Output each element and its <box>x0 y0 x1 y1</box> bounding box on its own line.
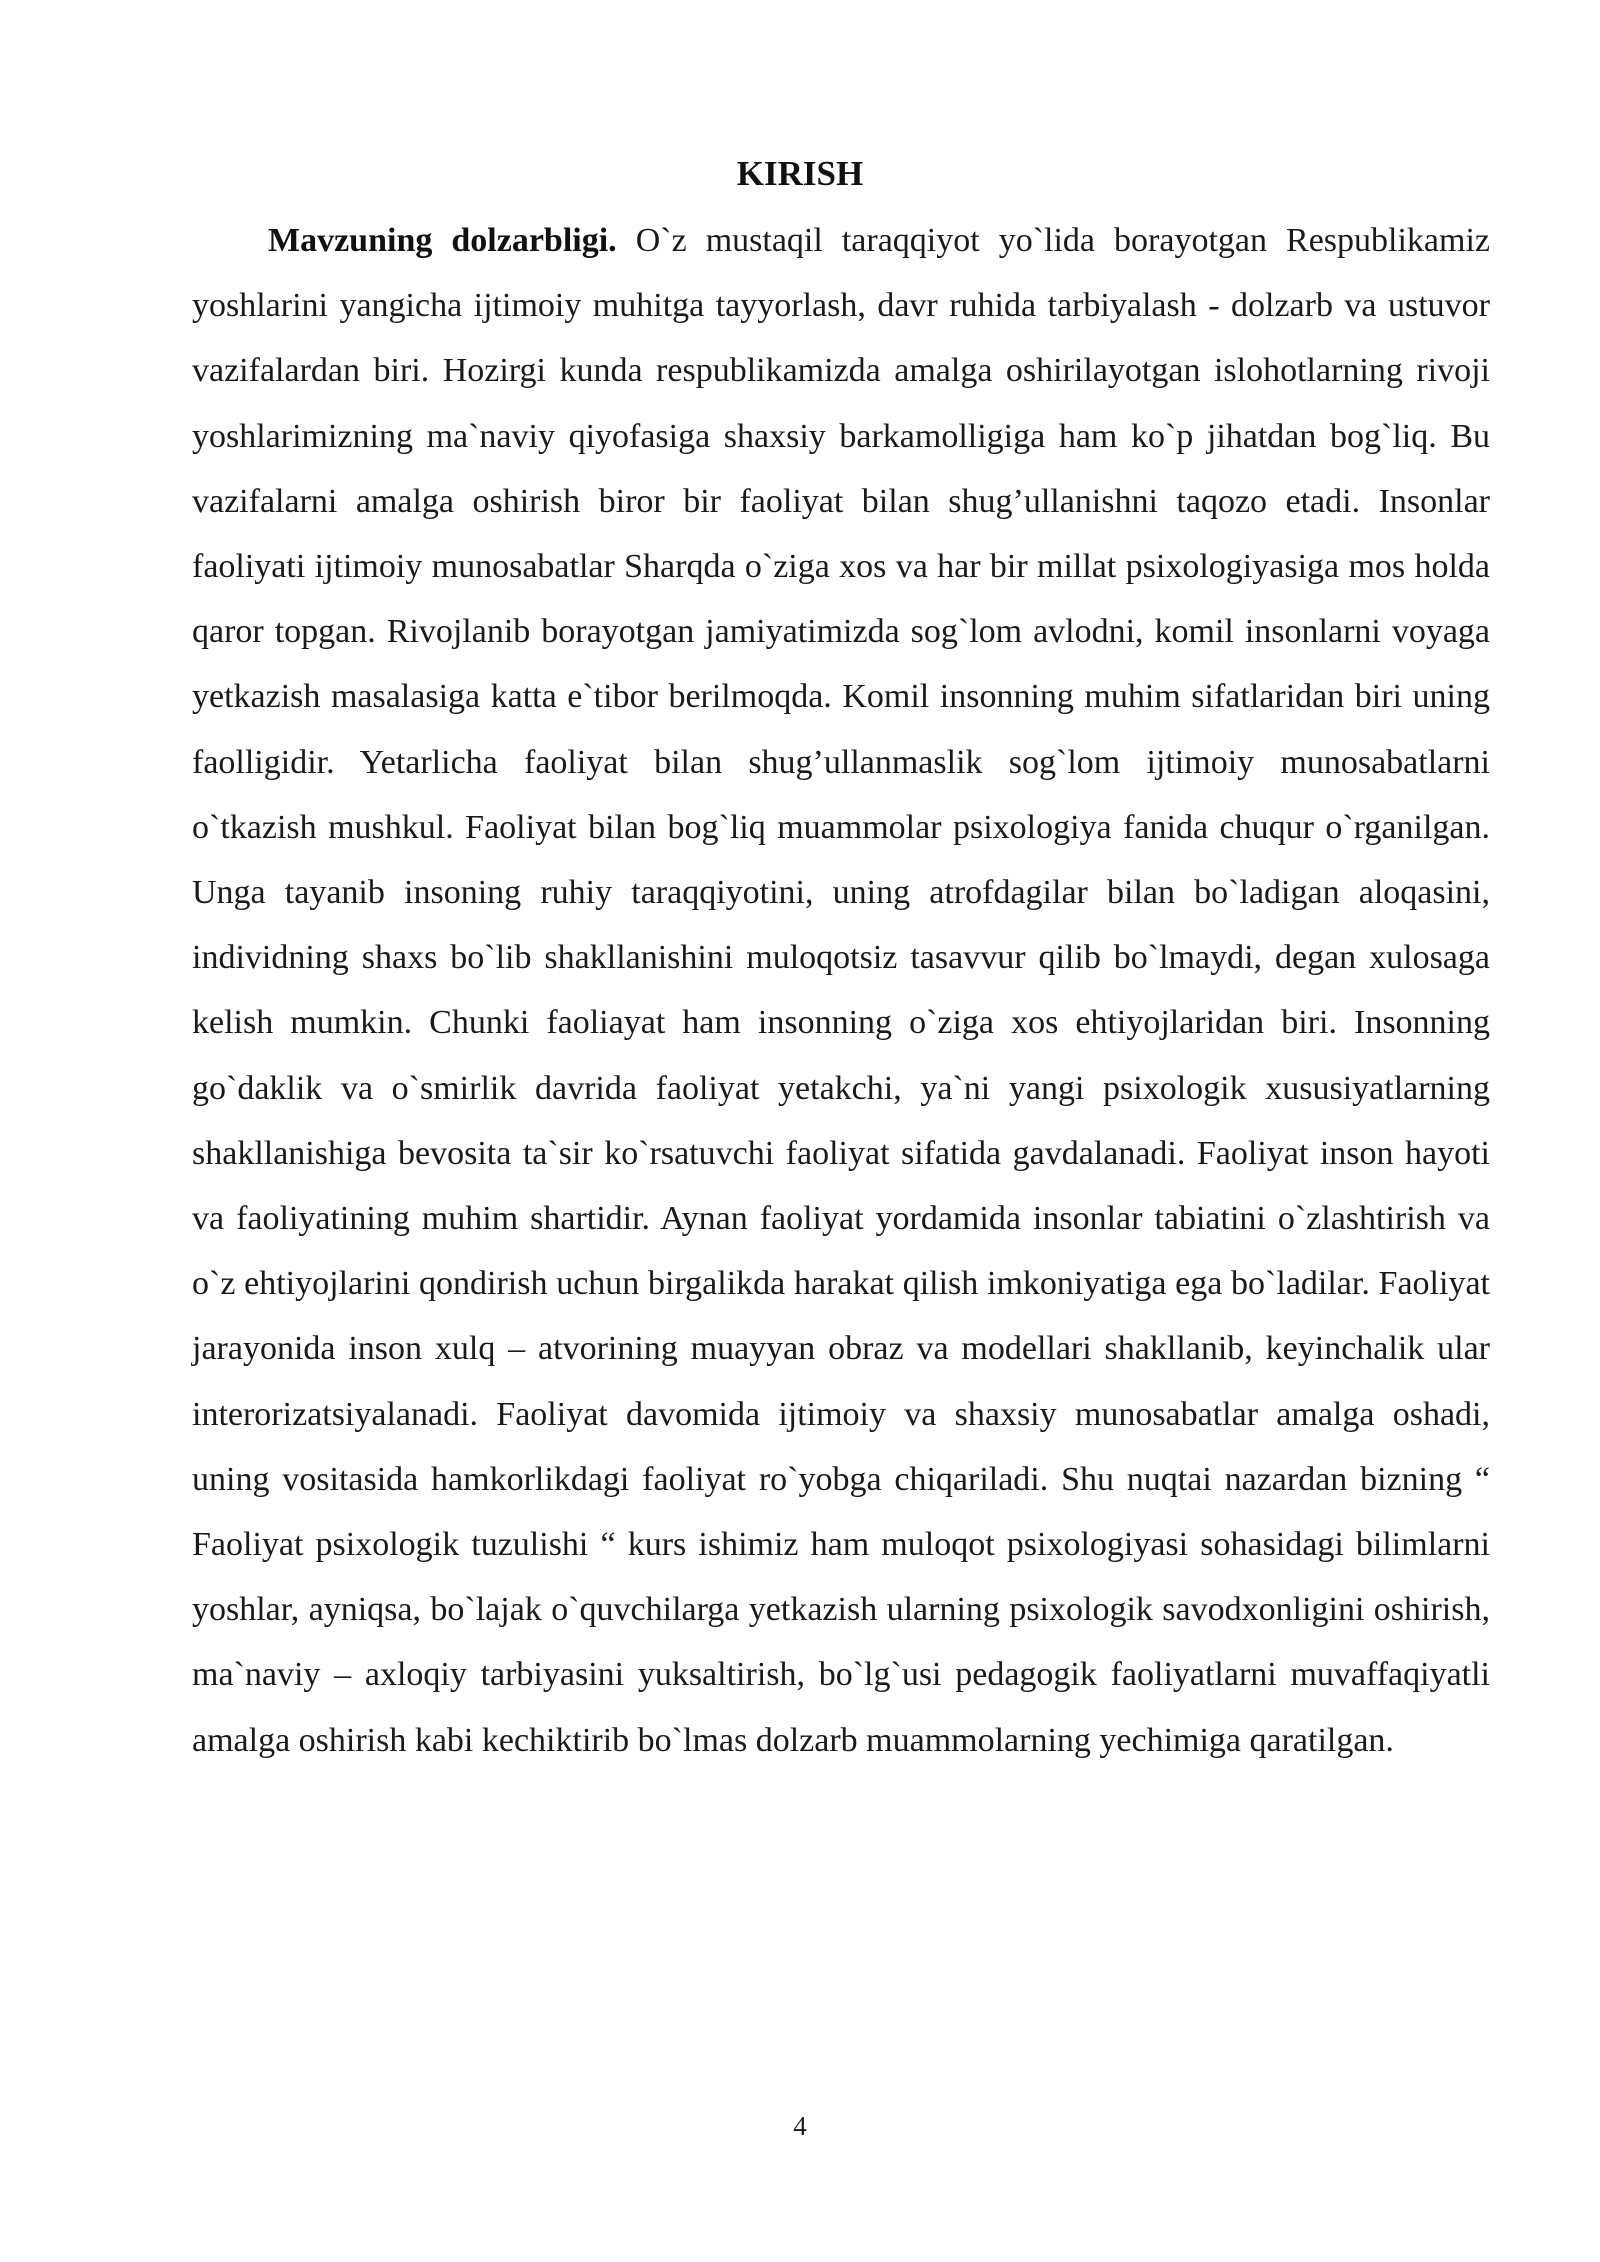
body-paragraph <box>192 208 1490 1773</box>
section-heading: KIRISH <box>736 154 864 193</box>
paragraph-lead: Mavzuning dolzarbligi. <box>268 222 617 259</box>
page-number: 4 <box>793 2111 807 2141</box>
paragraph-text: O`z mustaqil taraqqiyot yo`lida borayotgan Respublikamiz yoshlarini yangicha ijtimoiy muhitga tayyorlash, davr ruhida tarbiyalash - dolzarb va ustuvor vazifalardan biri. Hozirgi kunda respublikamizda amalga oshirilayotgan islohotlarning rivoji yoshlarimizning ma`naviy qiyofasiga shaxsiy barkamolligiga ham ko`p jihatdan bog`liq. Bu vazifalarni amalga oshirish biror bir faoliyat bilan shug’ullanishni taqozo etadi. Insonlar faoliyati ijtimoiy munosabatlar Sharqda o`ziga xos va har bir millat psixologiyasiga mos holda qaror topgan. Rivojlanib borayotgan jamiyatimizda sog`lom avlodni, komil insonlarni voyaga yetkazish masalasiga katta e`tibor berilmoqda. Komil insonning muhim sifatlaridan biri uning faolligidir. Yetarlicha faoliyat bilan shug’ullanmaslik sog`lom ijtimoiy munosabatlarni o`tkazish mushkul. Faoliyat bilan bog`liq muammolar psixologiya fanida chuqur o`rganilgan. Unga tayanib insoning ruhiy taraqqiyotini, uning atrofdagilar bilan bo`ladigan aloqasini, individning shaxs bo`lib shakllanishini muloqotsiz tasavvur qilib bo`lmaydi, degan xulosaga kelish mumkin. Chunki faoliayat ham insonning o`ziga xos ehtiyojlaridan biri. Insonning go`daklik va o`smirlik davrida faoliyat yetakchi, ya`ni yangi psixologik xususiyatlarning shakllanishiga bevosita ta`sir ko`rsatuvchi faoliyat sifatida gavdalanadi. Faoliyat inson hayoti va faoliyatining muhim shartidir. Aynan faoliyat yordamida insonlar tabiatini o`zlashtirish va o`z ehtiyojlarini qondirish uchun birgalikda harakat qilish imkoniyatiga ega bo`ladilar. Faoliyat jarayonida inson xulq – atvorining muayyan obraz va modellari shakllanib, keyinchalik ular interorizatsiyalanadi. Faoliyat davomida ijtimoiy va shaxsiy munosabatlar amalga oshadi, uning vositasida hamkorlikdagi faoliyat ro`yobga chiqariladi. Shu nuqtai nazardan bizning “ Faoliyat psixologik tuzulishi “ kurs ishimiz ham muloqot psixologiyasi sohasidagi bilimlarni yoshlar, ayniqsa, bo`lajak o`quvchilarga yetkazish ularning psixologik savodxonligini oshirish, ma`naviy – axloqiy tarbiyasini yuksaltirish, bo`lg`usi pedagogik faoliyatlarni muvaffaqiyatli amalga oshirish kabi kechiktirib bo`lmas dolzarb muammolarning yechimiga qaratilgan. <box>192 222 1490 1759</box>
